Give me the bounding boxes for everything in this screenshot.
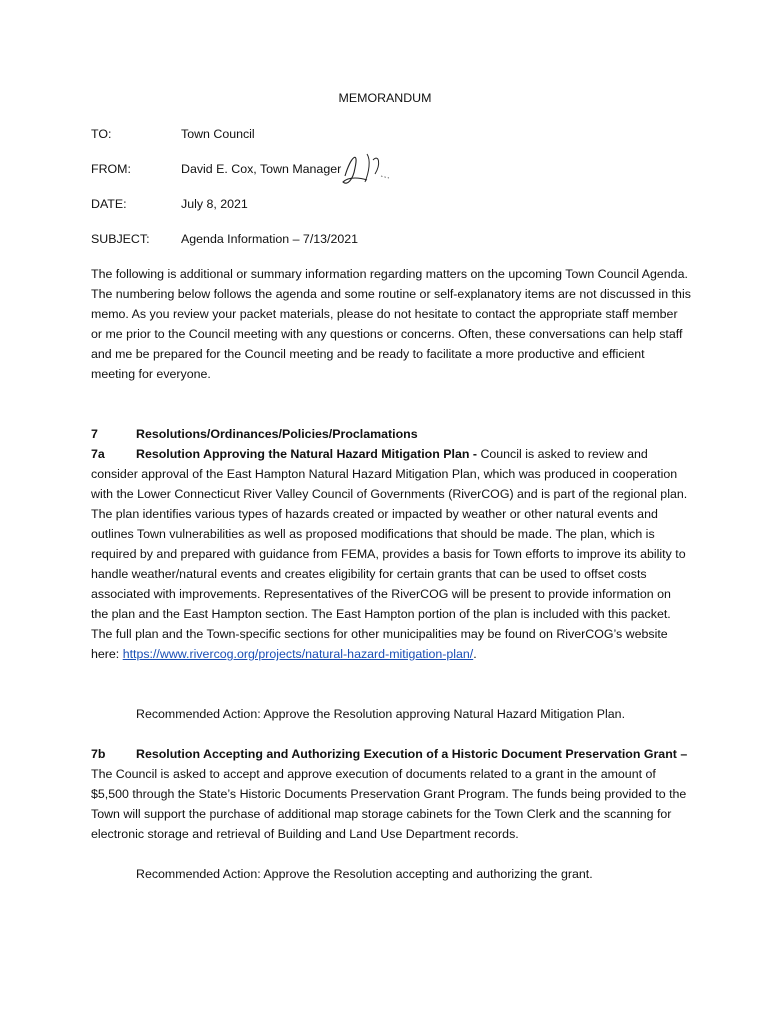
item-7a-recommended-action: Recommended Action: Approve the Resolution approving Natural Hazard Mitigation Plan.: [136, 707, 626, 721]
to-label: TO:: [91, 127, 112, 141]
to-value: Town Council: [181, 127, 255, 141]
item-7b-paragraph: [91, 744, 691, 844]
subject-label: SUBJECT:: [91, 232, 150, 246]
item-7a-number: 7a: [91, 447, 105, 461]
date-label: DATE:: [91, 197, 127, 211]
section-7-title: Resolutions/Ordinances/Policies/Proclamations: [136, 427, 418, 441]
memo-title: MEMORANDUM: [338, 91, 432, 105]
rivercog-link[interactable]: https://www.rivercog.org/projects/natural-hazard-mitigation-plan/: [122, 647, 474, 661]
section-7-heading: [91, 424, 691, 444]
item-7b-recommended-action: Recommended Action: Approve the Resolution accepting and authorizing the grant.: [136, 867, 593, 881]
from-label: FROM:: [91, 162, 131, 176]
to-row: [91, 124, 691, 144]
item-7a-body: Council is asked to review and consider approval of the East Hampton Natural Hazard Mitigation Plan, which was produced in cooperation with the Lower Connecticut River Valley Council of Governments (RiverCOG) and is part of the regional plan. The plan identifies various types of hazards created or impacted by weather or other natural events and outlines Town vulnerabilities as well as proposed modifications that should be made. The plan, which is required by and prepared with guidance from FEMA, provides a basis for Town efforts to improve its ability to handle weather/natural events and creates eligibility for certain grants that can be used to offset costs associated with improvements. Representatives of the RiverCOG will be present to provide information on the plan and the East Hampton section. The East Hampton portion of the plan is included with this packet. The full plan and the Town-specific sections for other municipalities may be found on RiverCOG’s website here:: [91, 447, 688, 661]
intro-paragraph: The following is additional or summary information regarding matters on the upcoming Town Council Agenda. The numbering below follows the agenda and some routine or self-explanatory items are not discussed in this memo. As you review your packet materials, please do not hesitate to contact the appropriate staff member or me prior to the Council meeting with any questions or concerns. Often, these conversations can help staff and me be prepared for the Council meeting and be ready to facilitate a more productive and efficient meeting for everyone.: [91, 267, 691, 381]
item-7a-title: Resolution Approving the Natural Hazard Mitigation Plan -: [136, 447, 481, 461]
item-7a-period: .: [473, 647, 477, 661]
subject-value: Agenda Information – 7/13/2021: [181, 232, 359, 246]
item-7b-title: Resolution Accepting and Authorizing Execution of a Historic Document Preservation Grant –: [136, 747, 688, 761]
date-value: July 8, 2021: [181, 197, 248, 211]
subject-row: [91, 229, 691, 249]
item-7a-paragraph: [91, 444, 691, 664]
from-value: David E. Cox, Town Manager: [181, 162, 342, 176]
section-7-number: 7: [91, 427, 98, 441]
item-7b-number: 7b: [91, 747, 106, 761]
signature-initials: [337, 146, 395, 192]
date-row: [91, 194, 691, 214]
item-7b-body: The Council is asked to accept and approve execution of documents related to a grant in the amount of $5,500 through the State’s Historic Documents Preservation Grant Program. The funds being provided to the Town will support the purchase of additional map storage cabinets for the Town Clerk and the scanning for electronic storage and retrieval of Building and Land Use Department records.: [91, 767, 687, 841]
